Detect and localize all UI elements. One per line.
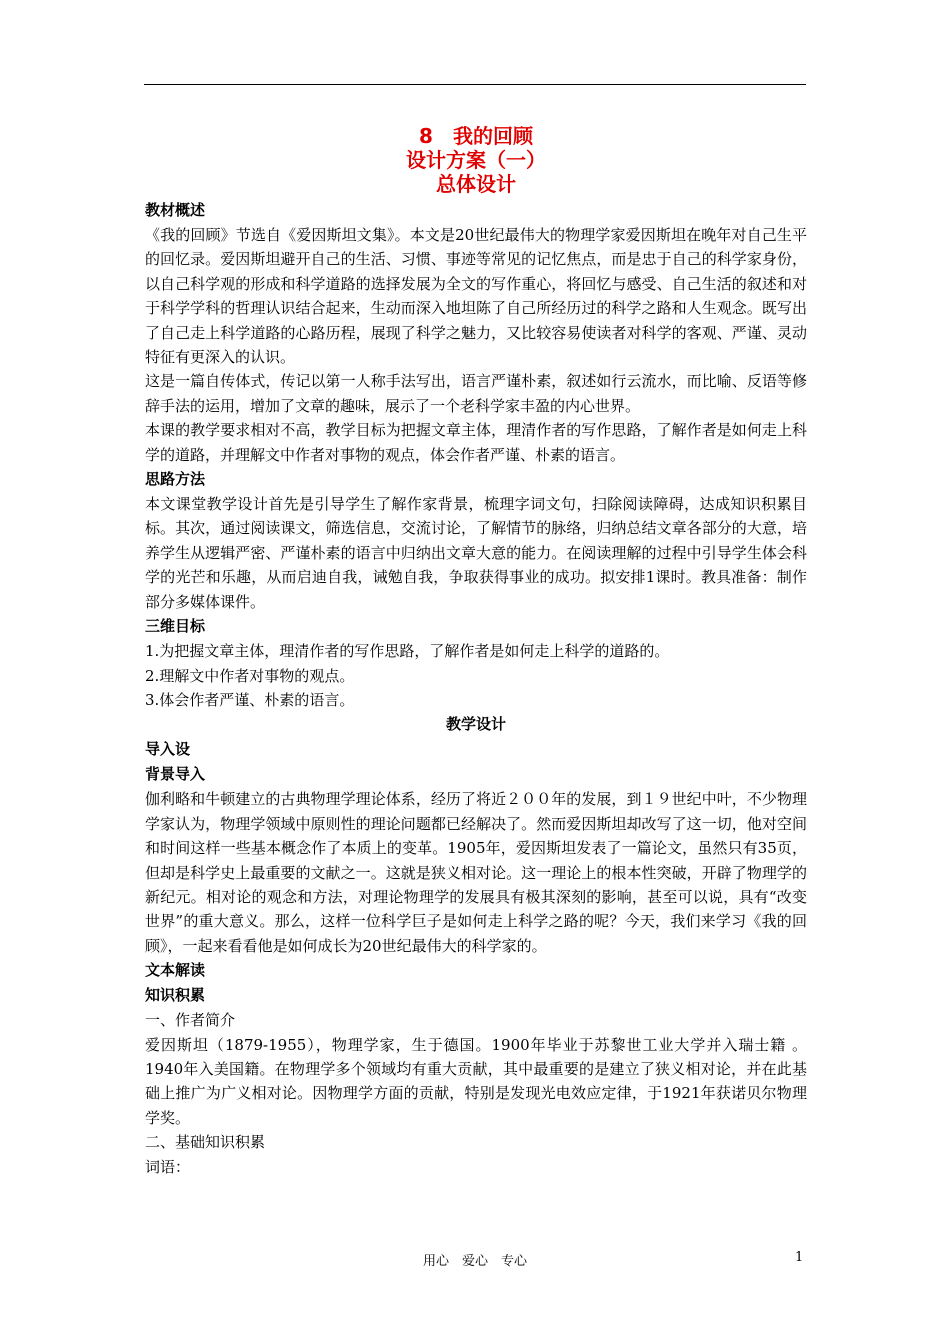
overview-heading: 教材概述 xyxy=(145,201,206,219)
header-rule xyxy=(144,84,806,85)
goal-item: 1.为把握文章主体，理清作者的写作思路，了解作者是如何走上科学的道路的。 xyxy=(145,642,670,661)
goal-item: 2.理解文中作者对事物的观点。 xyxy=(145,666,355,685)
text-reading-heading: 文本解读 xyxy=(145,961,206,980)
plan-title: 设计方案（一） xyxy=(406,148,546,172)
page-number: 1 xyxy=(795,1250,804,1265)
document-body xyxy=(145,124,807,1179)
method-paragraph: 本文课堂教学设计首先是引导学生了解作家背景，梳理字词文句，扫除阅读障碍，达成知识积累目标。其次，通过阅读课文，筛选信息，交流讨论，了解情节的脉络，归纳总结文章各部分的大意，培养学生从逻辑严密、严谨朴素的语言中归纳出文章大意的能力。在阅读理解的过程中引导学生体会科学的光芒和乐趣，从而启迪自我，诫勉自我，争取获得事业的成功。拟安排1课时。教具准备：制作部分多媒体课件。 xyxy=(145,495,807,611)
overall-design-title: 总体设计 xyxy=(436,172,516,196)
author-paragraph: 爱因斯坦（1879-1955），物理学家，生于德国。1900年毕业于苏黎世工业大学并入瑞士籍 。1940年入美国籍。在物理学多个领域均有重大贡献，其中最重要的是建立了狭义相对论，并在此基础上推广为广义相对论。因物理学方面的贡献，特别是发现光电效应定律，于1921年获诺贝尔物理学奖。 xyxy=(145,1035,807,1127)
background-paragraph: 伽利略和牛顿建立的古典物理学理论体系，经历了将近２００年的发展，到１９世纪中叶，不少物理学家认为，物理学领域中原则性的理论问题都已经解决了。然而爱因斯坦却改写了这一切，他对空间和时间这样一些基本概念作了本质上的变革。1905年，爱因斯坦发表了一篇论文，虽然只有35页，但却是科学史上最重要的文献之一。这就是狭义相对论。这一理论上的根本性突破，开辟了物理学的新纪元。相对论的观念和方法，对理论物理学的发展具有极其深刻的影响，甚至可以说，具有“改变世界”的重大意义。那么，这样一位科学巨子是如何走上科学之路的呢？今天，我们来学习《我的回顾》，一起来看看他是如何成长为20世纪最伟大的科学家的。 xyxy=(145,790,807,955)
knowledge-heading: 知识积累 xyxy=(145,986,206,1005)
method-heading: 思路方法 xyxy=(145,470,206,489)
overview-paragraph-3: 本课的教学要求相对不高，教学目标为把握文章主体，理清作者的写作思路，了解作者是如何走上科学的道路，并理解文中作者对事物的观点，体会作者严谨、朴素的语言。 xyxy=(145,421,807,464)
overview-paragraph-1: 《我的回顾》节选自《爱因斯坦文集》。本文是20世纪最伟大的物理学家爱因斯坦在晚年对自己生平的回忆录。爱因斯坦避开自己的生活、习惯、事迹等常见的记忆焦点，而是忠于自己的科学家身份，以自己科学观的形成和科学道路的选择发展为全文的写作重心，将回忆与感受、自己生活的叙述和对于科学学科的哲理认识结合起来，生动而深入地坦陈了自己所经历过的科学之路和人生观念。既写出了自己走上科学道路的心路历程，展现了科学之魅力，又比较容易使读者对科学的客观、严谨、灵动特征有更深入的认识。 xyxy=(145,226,807,367)
background-heading: 背景导入 xyxy=(145,765,206,784)
teaching-design-heading: 教学设计 xyxy=(445,715,506,734)
author-subheading: 一、作者简介 xyxy=(145,1011,236,1030)
overview-paragraph-2: 这是一篇自传体式，传记以第一人称手法写出，语言严谨朴素，叙述如行云流水，而比喻、反语等修辞手法的运用，增加了文章的趣味，展示了一个老科学家丰盈的内心世界。 xyxy=(145,372,807,415)
lesson-title: 8 我的回顾 xyxy=(419,124,533,148)
words-label: 词语： xyxy=(145,1157,191,1176)
goal-item: 3.体会作者严谨、朴素的语言。 xyxy=(145,690,355,709)
intro-heading: 导入设 xyxy=(145,740,191,759)
goals-heading: 三维目标 xyxy=(145,617,206,636)
footer-motto: 用心 爱心 专心 xyxy=(422,1254,527,1269)
basic-knowledge-subheading: 二、基础知识积累 xyxy=(145,1133,266,1152)
